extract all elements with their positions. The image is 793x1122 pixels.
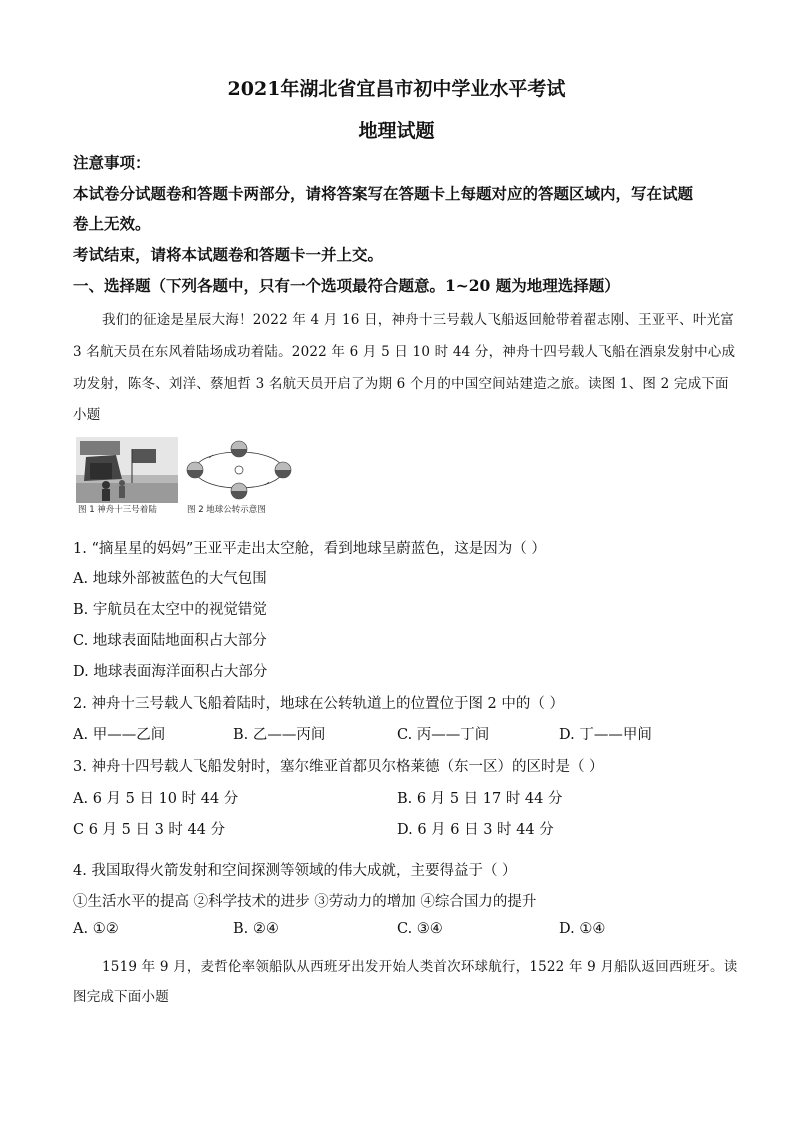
question-3-option-d[interactable]: D. 6 月 6 日 3 时 44 分 <box>397 822 554 838</box>
landing-photo <box>76 437 178 503</box>
question-2-option-a[interactable]: A. 甲——乙间 <box>73 727 166 743</box>
page-title: 2021年湖北省宜昌市初中学业水平考试 <box>227 78 566 100</box>
page-subtitle: 地理试题 <box>358 120 435 142</box>
figure-2-caption: 图 2 地球公转示意图 <box>187 505 266 515</box>
question-3-option-b[interactable]: B. 6 月 5 日 17 时 44 分 <box>397 791 563 807</box>
passage-1-line-2: 3 名航天员在东风着陆场成功着陆。2022 年 6 月 5 日 10 时 44 分，神舟十四号载人飞船在酒泉发射中心成 <box>73 344 736 360</box>
passage-1-line-3: 功发射，陈冬、刘洋、蔡旭哲 3 名航天员开启了为期 6 个月的中国空间站建造之旅。读图 1、图 2 完成下面 <box>73 376 729 392</box>
question-2-option-d[interactable]: D. 丁——甲间 <box>559 727 652 743</box>
passage-2-line-1: 1519 年 9 月，麦哲伦率领船队从西班牙出发开始人类首次环球航行，1522 年 9 月船队返回西班牙。读 <box>102 959 738 975</box>
question-4-option-d[interactable]: D. ①④ <box>559 921 606 937</box>
notice-line-1: 本试卷分试题卷和答题卡两部分，请将答案写在答题卡上每题对应的答题区域内，写在试题 <box>73 184 694 203</box>
question-2-stem: 2. 神舟十三号载人飞船着陆时，地球在公转轨道上的位置位于图 2 中的（ ） <box>73 696 564 712</box>
question-4-option-b[interactable]: B. ②④ <box>233 921 279 937</box>
section-heading: 一、选择题（下列各题中，只有一个选项最符合题意。1~20 题为地理选择题） <box>73 276 620 295</box>
question-1-option-b[interactable]: B. 宇航员在太空中的视觉错觉 <box>73 602 267 618</box>
question-3-stem: 3. 神舟十四号载人飞船发射时，塞尔维亚首都贝尔格莱德（东一区）的区时是（ ） <box>73 759 604 775</box>
question-4-option-a[interactable]: A. ①② <box>73 921 119 937</box>
question-3-option-c[interactable]: C 6 月 5 日 3 时 44 分 <box>73 822 226 838</box>
question-3-option-a[interactable]: A. 6 月 5 日 10 时 44 分 <box>73 791 239 807</box>
notice-line-3: 考试结束，请将本试题卷和答题卡一并上交。 <box>73 245 384 264</box>
passage-1-line-1: 我们的征途是星辰大海！2022 年 4 月 16 日，神舟十三号载人飞船返回舱带着翟志刚、王亚平、叶光富 <box>102 312 734 328</box>
question-1-option-c[interactable]: C. 地球表面陆地面积占大部分 <box>73 633 267 649</box>
earth-orbit-diagram <box>183 437 295 503</box>
question-4-statements: ①生活水平的提高 ②科学技术的进步 ③劳动力的增加 ④综合国力的提升 <box>73 894 537 910</box>
question-4-option-c[interactable]: C. ③④ <box>397 921 443 937</box>
notice-heading: 注意事项： <box>73 153 151 172</box>
question-1-option-d[interactable]: D. 地球表面海洋面积占大部分 <box>73 664 268 680</box>
question-1-stem: 1. “摘星星的妈妈”王亚平走出太空舱，看到地球呈蔚蓝色，这是因为（ ） <box>73 541 546 557</box>
passage-2-line-2: 图完成下面小题 <box>73 989 169 1005</box>
figure-1 <box>76 437 178 515</box>
figure-2 <box>183 437 295 515</box>
figure-1-caption: 图 1 神舟十三号着陆 <box>78 505 157 515</box>
question-2-option-b[interactable]: B. 乙——丙间 <box>233 727 326 743</box>
question-1-option-a[interactable]: A. 地球外部被蓝色的大气包围 <box>73 571 267 587</box>
question-2-option-c[interactable]: C. 丙——丁间 <box>397 727 490 743</box>
notice-line-2: 卷上无效。 <box>73 214 151 233</box>
passage-1-line-4: 小题 <box>73 407 101 423</box>
question-4-stem: 4. 我国取得火箭发射和空间探测等领域的伟大成就，主要得益于（ ） <box>73 863 517 879</box>
